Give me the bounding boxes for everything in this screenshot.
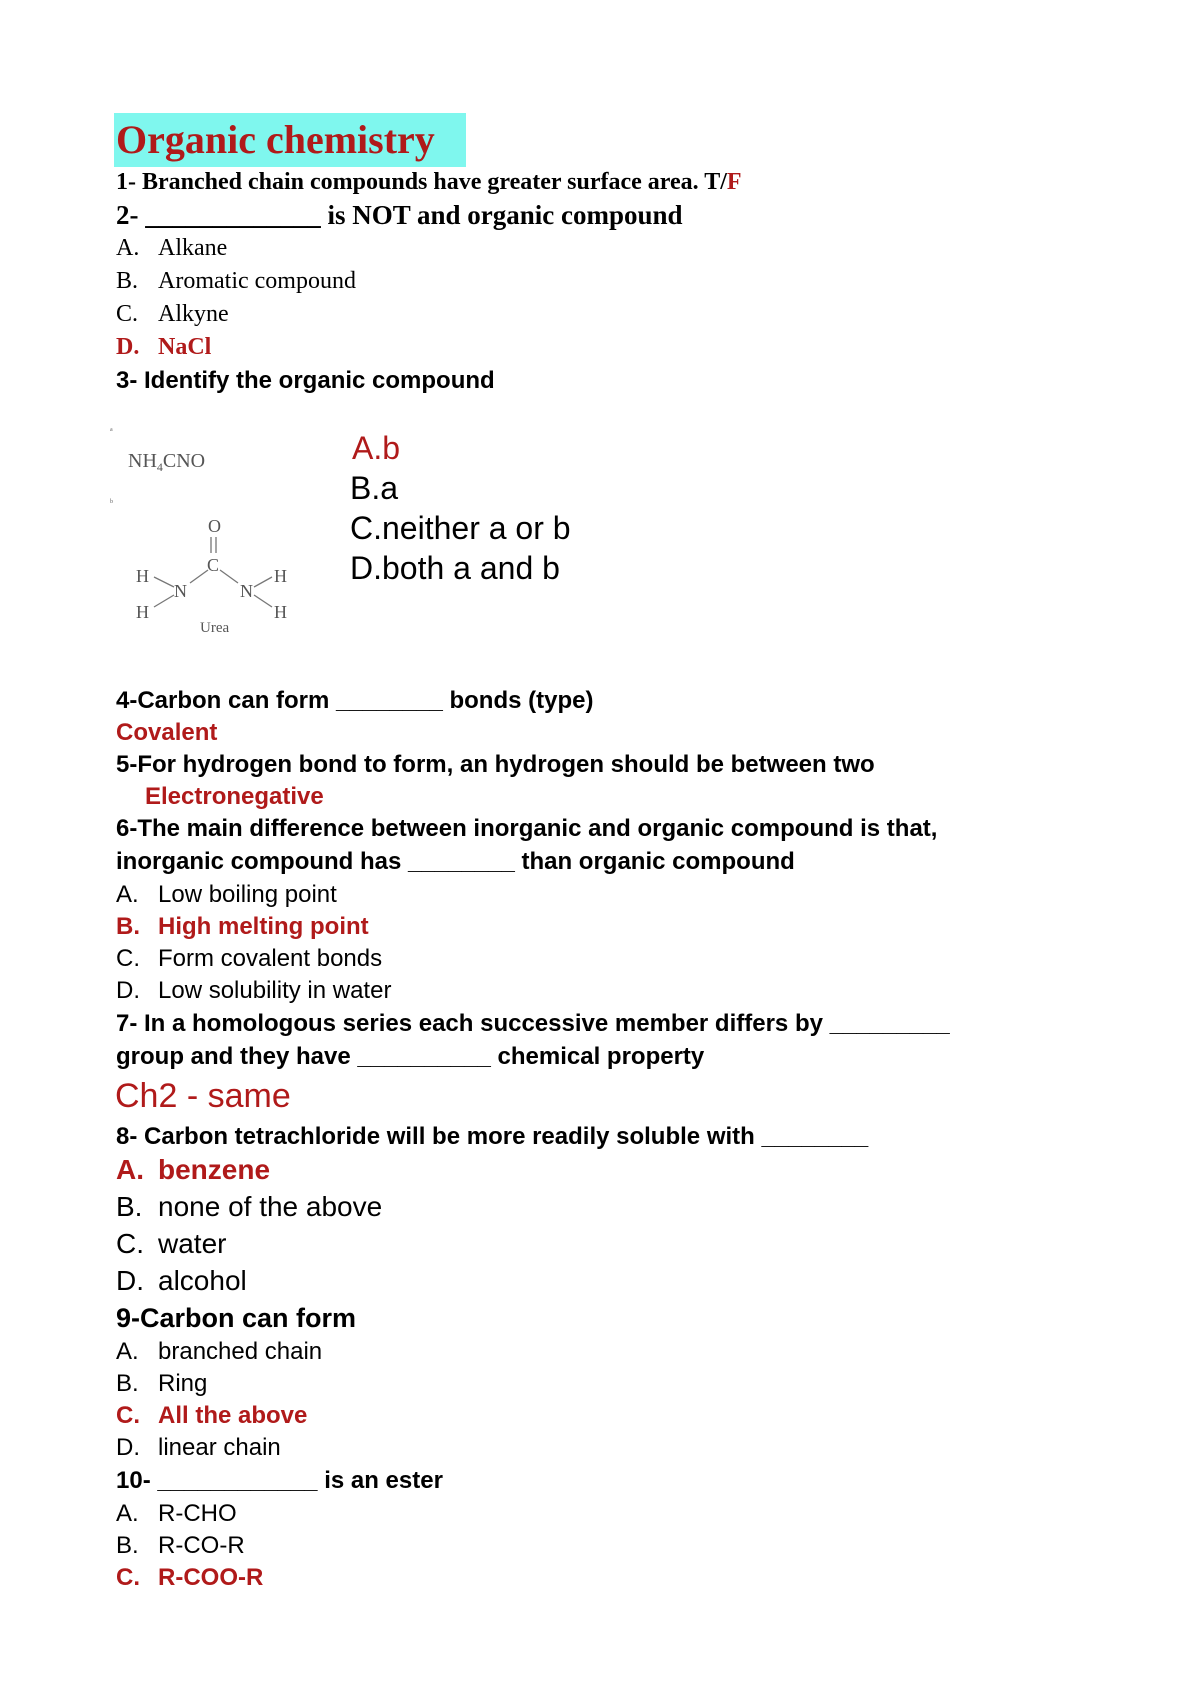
question-6-line-2: inorganic compound has ________ than organic compound xyxy=(116,848,795,875)
option-6c xyxy=(116,944,382,974)
option-9c xyxy=(116,1401,307,1431)
option-text: branched chain xyxy=(158,1338,323,1365)
option-2a xyxy=(116,233,227,263)
question-4: 4-Carbon can form ________ bonds (type) xyxy=(116,687,594,714)
question-7-line-2: group and they have __________ chemical property xyxy=(116,1043,705,1070)
urea-structure-diagram xyxy=(110,425,320,645)
question-6-line-1: 6-The main difference between inorganic and organic compound is that, xyxy=(116,815,938,842)
option-6b xyxy=(116,912,369,942)
option-3c: C.neither a or b xyxy=(350,510,571,546)
page-title: Organic chemistry xyxy=(114,113,466,167)
option-8c xyxy=(116,1226,226,1262)
atom-n-right: N xyxy=(240,581,253,601)
option-6d xyxy=(116,976,391,1006)
question-2: 2- _____________ is NOT and organic compound xyxy=(116,200,683,230)
option-text: water xyxy=(158,1228,227,1259)
option-text: All the above xyxy=(158,1402,308,1429)
option-9b xyxy=(116,1369,207,1399)
option-letter: B. xyxy=(116,268,139,294)
option-letter: A. xyxy=(116,235,140,261)
question-3: 3- Identify the organic compound xyxy=(116,367,495,394)
option-letter: C. xyxy=(116,945,140,972)
option-text: none of the above xyxy=(158,1191,383,1222)
option-letter: D. xyxy=(116,977,140,1004)
question-1 xyxy=(116,167,742,197)
option-letter: B. xyxy=(116,1370,139,1397)
option-letter: D. xyxy=(116,1434,140,1461)
atom-c: C xyxy=(207,555,220,575)
option-2b xyxy=(116,266,356,296)
option-letter: D. xyxy=(116,334,140,360)
option-text: High melting point xyxy=(158,913,369,940)
option-2d xyxy=(116,332,211,362)
option-9d xyxy=(116,1433,281,1463)
option-letter: C. xyxy=(116,301,139,327)
question-7-line-1: 7- In a homologous series each successive member differs by _________ xyxy=(116,1010,950,1037)
option-text: R-COO-R xyxy=(158,1564,264,1591)
atom-h-2: H xyxy=(136,602,149,622)
option-3d: D.both a and b xyxy=(350,550,560,586)
atom-n-left: N xyxy=(174,581,187,601)
question-8: 8- Carbon tetrachloride will be more readily soluble with ________ xyxy=(116,1123,869,1150)
option-3b: B.a xyxy=(350,470,399,506)
option-letter: C. xyxy=(116,1402,140,1429)
question-1-answer: F xyxy=(726,169,742,195)
option-text: NaCl xyxy=(158,334,212,360)
option-letter: B. xyxy=(116,1532,139,1559)
option-letter: C. xyxy=(116,1564,140,1591)
option-9a xyxy=(116,1337,322,1367)
option-text: Low boiling point xyxy=(158,881,337,908)
mark-a: a xyxy=(110,427,113,433)
option-letter: A. xyxy=(116,1500,139,1527)
option-8a xyxy=(116,1152,270,1188)
question-7-answer: Ch2 - same xyxy=(115,1077,291,1115)
ammonium-cyanate-formula: $NH_4CNO$ xyxy=(128,450,206,474)
option-text: Aromatic compound xyxy=(158,268,356,294)
option-text: benzene xyxy=(158,1154,271,1185)
option-3a: A.b xyxy=(352,430,401,466)
option-letter: C. xyxy=(116,1228,144,1259)
option-text: Alkane xyxy=(158,235,228,261)
chemical-structures xyxy=(110,425,320,645)
option-text: R-CO-R xyxy=(158,1532,245,1559)
option-letter: A. xyxy=(116,881,139,908)
option-text: linear chain xyxy=(158,1434,281,1461)
option-text: alcohol xyxy=(158,1265,247,1296)
option-text: Low solubility in water xyxy=(158,977,392,1004)
option-10a xyxy=(116,1499,237,1529)
option-10c xyxy=(116,1563,263,1593)
option-letter: B. xyxy=(116,913,140,940)
atom-o: O xyxy=(208,516,221,536)
question-10: 10- ____________ is an ester xyxy=(116,1467,443,1494)
option-2c xyxy=(116,299,229,329)
atom-h-3: H xyxy=(274,566,287,586)
option-letter: A. xyxy=(116,1338,139,1365)
option-text: Form covalent bonds xyxy=(158,945,383,972)
mark-b: b xyxy=(110,499,113,505)
option-6a xyxy=(116,880,337,910)
atom-h-1: H xyxy=(136,566,149,586)
option-letter: D. xyxy=(116,1265,144,1296)
option-8d xyxy=(116,1263,247,1299)
option-10b xyxy=(116,1531,245,1561)
atom-h-4: H xyxy=(274,602,287,622)
question-5-answer: Electronegative xyxy=(145,783,324,810)
question-4-answer: Covalent xyxy=(116,719,218,746)
urea-label: Urea xyxy=(200,620,230,636)
option-letter: B. xyxy=(116,1191,143,1222)
option-text: Alkyne xyxy=(158,301,229,327)
question-5: 5-For hydrogen bond to form, an hydrogen should be between two xyxy=(116,751,875,778)
option-text: R-CHO xyxy=(158,1500,237,1527)
option-8b xyxy=(116,1189,382,1225)
option-letter: A. xyxy=(116,1154,144,1185)
question-9: 9-Carbon can form xyxy=(116,1303,357,1333)
option-text: Ring xyxy=(158,1370,208,1397)
question-1-text: 1- Branched chain compounds have greater surface area. T/ xyxy=(116,169,727,195)
